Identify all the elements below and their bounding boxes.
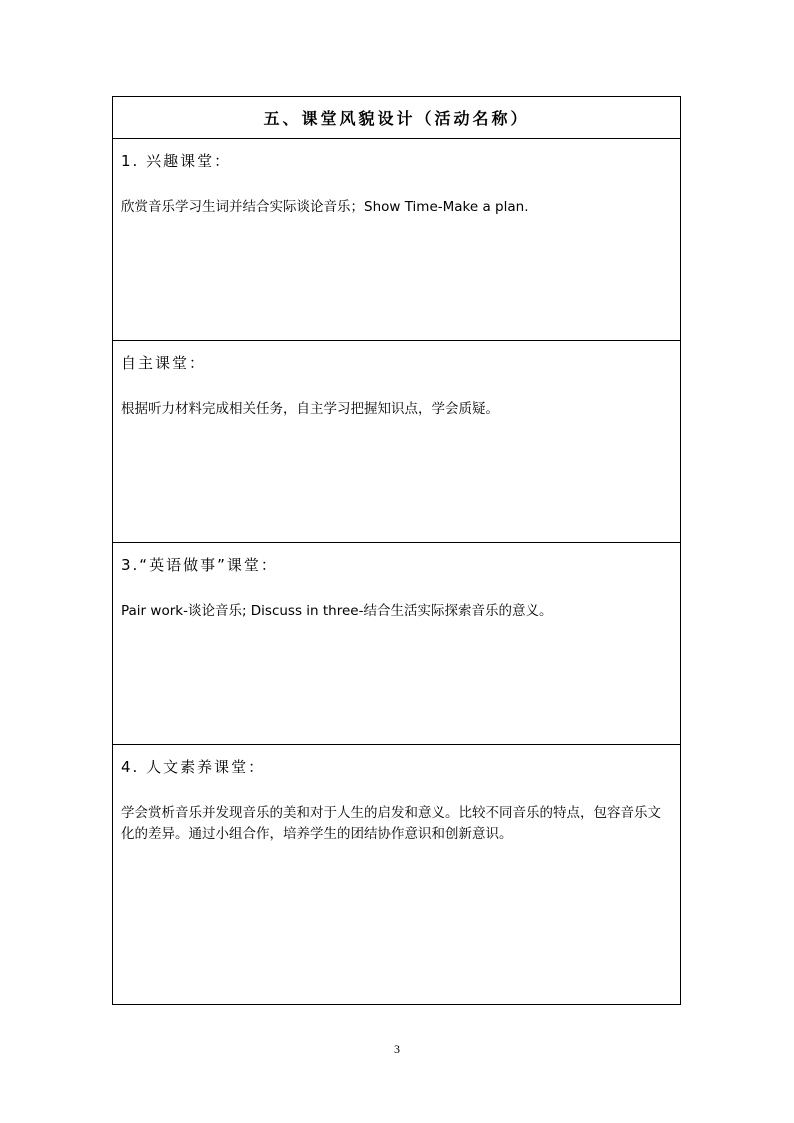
section-row-humanities xyxy=(113,745,681,1005)
section-body: 学会赏析音乐并发现音乐的美和对于人生的启发和意义。比较不同音乐的特点，包容音乐文化的差异。通过小组合作，培养学生的团结协作意识和创新意识。 xyxy=(121,805,661,842)
section-row-english-doing xyxy=(113,543,681,745)
section-heading: 1. 兴趣课堂： xyxy=(121,152,232,170)
section-row-autonomous xyxy=(113,341,681,543)
section-interest-classroom xyxy=(113,139,681,341)
table-title: 五、课堂风貌设计（活动名称） xyxy=(113,97,681,139)
section-heading: 3.“英语做事”课堂： xyxy=(121,556,278,574)
section-heading: 自主课堂： xyxy=(121,354,207,372)
page-number: 3 xyxy=(394,1042,400,1056)
section-autonomous-classroom xyxy=(113,341,681,543)
section-humanities-classroom xyxy=(113,745,681,1005)
section-body: Pair work-谈论音乐; Discuss in three-结合生活实际探索音乐的意义。 xyxy=(121,603,553,619)
section-body: 根据听力材料完成相关任务，自主学习把握知识点，学会质疑。 xyxy=(121,401,499,417)
section-english-doing-classroom xyxy=(113,543,681,745)
section-row-interest xyxy=(113,139,681,341)
section-body: 欣赏音乐学习生词并结合实际谈论音乐；Show Time-Make a plan. xyxy=(121,199,529,215)
classroom-design-table xyxy=(112,96,681,1005)
section-heading: 4. 人文素养课堂： xyxy=(121,758,266,776)
table-title-row xyxy=(113,97,681,139)
